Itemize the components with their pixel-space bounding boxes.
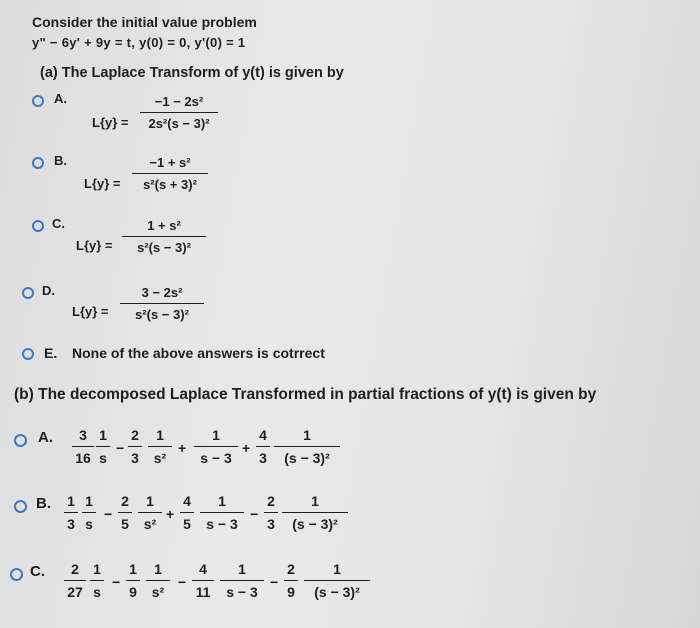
fraction-denominator: s²(s − 3)² — [135, 307, 189, 323]
option-c-fraction — [122, 218, 206, 255]
fraction-bar — [140, 112, 218, 113]
b-c-term4-var — [304, 561, 370, 600]
option-d-fraction — [120, 285, 204, 322]
radio-b-option-a[interactable] — [14, 434, 27, 447]
coef-den: 3 — [259, 450, 267, 467]
fraction-bar — [284, 580, 298, 581]
radio-a-option-e[interactable] — [22, 348, 34, 360]
b-b-op3: + — [166, 506, 175, 522]
var-num: 1 — [333, 561, 341, 577]
coef-den: 9 — [287, 584, 295, 601]
fraction-bar — [64, 512, 78, 513]
b-c-term3-var — [220, 561, 264, 600]
fraction-bar — [120, 303, 204, 304]
fraction-denominator: 2s²(s − 3)² — [148, 116, 210, 132]
coef-num: 1 — [129, 561, 137, 577]
fraction-bar — [118, 512, 132, 513]
b-c-term2-coef — [126, 561, 140, 600]
var-den: s² — [153, 450, 167, 467]
b-c-term3-coef — [192, 561, 214, 600]
b-a-term1-var — [96, 427, 110, 466]
var-num: 1 — [93, 561, 101, 577]
option-b-lhs: L{y} = — [84, 176, 121, 191]
var-num: 1 — [238, 561, 246, 577]
radio-a-option-c[interactable] — [32, 220, 44, 232]
b-a-term4-coef — [256, 427, 270, 466]
b-b-term2-var — [138, 493, 162, 532]
coef-num: 2 — [121, 493, 129, 509]
coef-den: 3 — [131, 450, 139, 467]
fraction-bar — [148, 446, 172, 447]
var-den: s − 3 — [200, 450, 232, 467]
b-b-term4-coef — [264, 493, 278, 532]
coef-num: 2 — [287, 561, 295, 577]
option-c-letter: C. — [52, 216, 65, 231]
var-num: 1 — [212, 427, 220, 443]
initial-value-equation: y" − 6y' + 9y = t, y(0) = 0, y'(0) = 1 — [32, 35, 246, 50]
var-num: 1 — [156, 427, 164, 443]
fraction-bar — [122, 236, 206, 237]
b-option-b-letter: B. — [36, 495, 51, 512]
coef-den: 3 — [67, 516, 75, 533]
fraction-bar — [64, 580, 86, 581]
b-c-term4-coef — [284, 561, 298, 600]
fraction-bar — [132, 173, 208, 174]
var-den: s — [85, 516, 93, 533]
b-a-op3: + — [178, 440, 187, 456]
b-a-term4-var — [274, 427, 340, 466]
option-d-lhs: L{y} = — [72, 304, 109, 319]
coef-num: 2 — [267, 493, 275, 509]
fraction-bar — [220, 580, 264, 581]
b-a-term1-coef — [72, 427, 94, 466]
fraction-numerator: 3 − 2s² — [141, 285, 183, 300]
coef-num: 4 — [199, 561, 207, 577]
b-c-op3: − — [178, 574, 187, 590]
b-a-term2-coef — [128, 427, 142, 466]
b-b-term4-var — [282, 493, 348, 532]
radio-a-option-d[interactable] — [22, 287, 34, 299]
b-c-term1-var — [90, 561, 104, 600]
b-c-term2-var — [146, 561, 170, 600]
radio-a-option-b[interactable] — [32, 157, 44, 169]
option-a-lhs: L{y} = — [92, 115, 129, 130]
coef-den: 9 — [129, 584, 137, 601]
coef-den: 11 — [195, 584, 211, 601]
coef-den: 5 — [183, 516, 191, 533]
b-b-term3-var — [200, 493, 244, 532]
b-b-term2-coef — [118, 493, 132, 532]
option-e-letter: E. — [44, 345, 58, 361]
coef-den: 27 — [67, 584, 83, 601]
fraction-bar — [128, 446, 142, 447]
coef-den: 3 — [267, 516, 275, 533]
var-num: 1 — [146, 493, 154, 509]
b-b-op4: − — [250, 506, 259, 522]
radio-b-option-b[interactable] — [14, 500, 27, 513]
option-b-letter: B. — [54, 153, 67, 168]
b-b-term3-coef — [180, 493, 194, 532]
var-den: s² — [151, 584, 165, 601]
var-num: 1 — [303, 427, 311, 443]
b-a-op2: − — [116, 440, 125, 456]
coef-num: 4 — [183, 493, 191, 509]
option-b-fraction — [132, 155, 208, 192]
b-b-term1-var — [82, 493, 96, 532]
fraction-bar — [90, 580, 104, 581]
problem-title: Consider the initial value problem — [32, 14, 257, 30]
b-c-op2: − — [112, 574, 121, 590]
var-num: 1 — [218, 493, 226, 509]
option-a-letter: A. — [54, 91, 67, 106]
var-den: s — [93, 584, 101, 601]
fraction-bar — [146, 580, 170, 581]
coef-num: 3 — [79, 427, 87, 443]
b-c-term1-coef — [64, 561, 86, 600]
var-num: 1 — [85, 493, 93, 509]
b-a-term3-var — [194, 427, 238, 466]
option-c-lhs: L{y} = — [76, 238, 113, 253]
radio-a-option-a[interactable] — [32, 95, 44, 107]
var-den: s − 3 — [226, 584, 258, 601]
fraction-numerator: −1 + s² — [149, 155, 191, 170]
var-den: (s − 3)² — [284, 450, 330, 467]
b-option-c-letter: C. — [30, 563, 45, 580]
fraction-bar — [264, 512, 278, 513]
var-num: 1 — [99, 427, 107, 443]
part-b-question: (b) The decomposed Laplace Transformed in partial fractions of y(t) is given by — [14, 386, 597, 403]
coef-den: 16 — [75, 450, 91, 467]
coef-num: 4 — [259, 427, 267, 443]
fraction-bar — [180, 512, 194, 513]
var-den: s² — [143, 516, 157, 533]
var-num: 1 — [154, 561, 162, 577]
fraction-denominator: s²(s − 3)² — [137, 240, 191, 256]
part-a-question: (a) The Laplace Transform of y(t) is given by — [40, 65, 344, 81]
fraction-bar — [192, 580, 214, 581]
fraction-bar — [282, 512, 348, 513]
fraction-bar — [126, 580, 140, 581]
fraction-bar — [82, 512, 96, 513]
fraction-numerator: 1 + s² — [147, 218, 181, 233]
coef-num: 2 — [131, 427, 139, 443]
var-den: s − 3 — [206, 516, 238, 533]
fraction-bar — [304, 580, 370, 581]
radio-b-option-c[interactable] — [10, 568, 23, 581]
coef-den: 5 — [121, 516, 129, 533]
coef-num: 1 — [67, 493, 75, 509]
b-b-term1-coef — [64, 493, 78, 532]
b-a-op4: + — [242, 440, 251, 456]
fraction-bar — [274, 446, 340, 447]
var-den: (s − 3)² — [314, 584, 360, 601]
b-b-op2: − — [104, 506, 113, 522]
coef-num: 2 — [71, 561, 79, 577]
fraction-bar — [96, 446, 110, 447]
var-num: 1 — [311, 493, 319, 509]
fraction-denominator: s²(s + 3)² — [143, 177, 197, 193]
fraction-numerator: −1 − 2s² — [154, 94, 204, 109]
var-den: s — [99, 450, 107, 467]
fraction-bar — [138, 512, 162, 513]
option-a-fraction — [140, 94, 218, 131]
fraction-bar — [194, 446, 238, 447]
option-e-text: None of the above answers is cotrrect — [72, 345, 325, 361]
fraction-bar — [256, 446, 270, 447]
b-option-a-letter: A. — [38, 429, 53, 446]
option-d-letter: D. — [42, 283, 55, 298]
fraction-bar — [200, 512, 244, 513]
b-a-term2-var — [148, 427, 172, 466]
fraction-bar — [72, 446, 94, 447]
var-den: (s − 3)² — [292, 516, 338, 533]
b-c-op4: − — [270, 574, 279, 590]
